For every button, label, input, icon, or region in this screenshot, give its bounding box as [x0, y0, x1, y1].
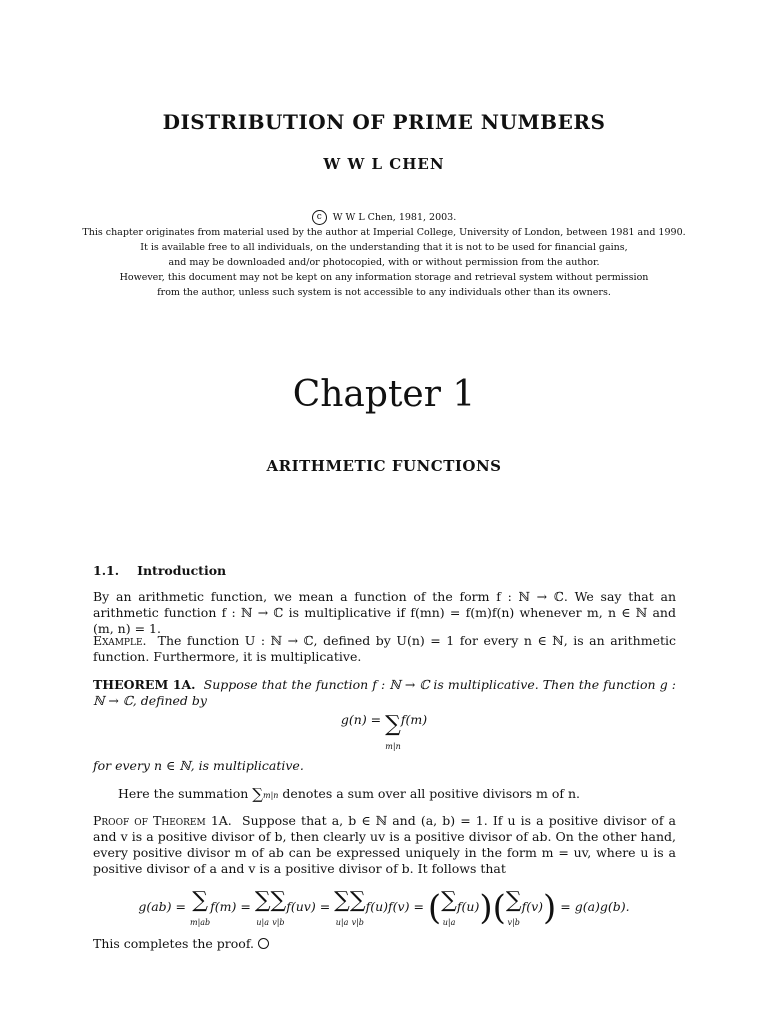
proof-conclusion: This completes the proof.	[93, 936, 676, 952]
chapter-title: ARITHMETIC FUNCTIONS	[266, 457, 502, 475]
theorem-text: Suppose that the function f : ℕ → ℂ is multiplicative. Then the function g : ℕ → ℂ, defined by	[93, 677, 676, 708]
copyright-line-5: However, this document may not be kept on any information storage and retrieval system without permission	[119, 272, 649, 283]
qed-icon	[258, 938, 269, 949]
copyright-symbol: c	[312, 210, 327, 225]
theorem-statement	[93, 677, 676, 709]
proof-label: Proof of Theorem 1A.	[93, 813, 232, 828]
author-name: W W L CHEN	[323, 155, 445, 173]
section-title: Introduction	[137, 563, 227, 578]
theorem-end: for every n ∈ ℕ, is multiplicative.	[93, 758, 304, 773]
copyright-line-4: and may be downloaded and/or photocopied, with or without permission from the author.	[168, 257, 600, 268]
chapter-label: Chapter 1	[292, 374, 476, 415]
example-text: The function U : ℕ → ℂ, defined by U(n) = 1 for every n ∈ ℕ, is an arithmetic function. Furthermore, it is multiplicative.	[93, 633, 676, 664]
summation-note: Here the summation ∑m|n denotes a sum over all positive divisors m of n.	[118, 785, 581, 803]
equation-g-of-ab: g(ab) = ∑ m|abf(m) = ∑ u|a∑ v|bf(uv) = ∑ u|a∑ v|bf(u)f(v) = (∑ u|af(u))(∑ v|bf(v)) = g(a)g(b).	[138, 888, 630, 928]
equation-g-of-n: g(n) = ∑ m|nf(m)	[340, 712, 428, 751]
theorem-label: THEOREM 1A.	[93, 677, 196, 692]
section-heading	[93, 563, 676, 579]
copyright-line-6: from the author, unless such system is not accessible to any individuals other than its owners.	[157, 287, 611, 298]
copyright-notice	[0, 210, 768, 300]
document-title: DISTRIBUTION OF PRIME NUMBERS	[162, 110, 606, 134]
section-number: 1.1.	[93, 563, 120, 578]
copyright-line-2: This chapter originates from material used by the author at Imperial College, University of London, between 1981 and 1990.	[82, 227, 686, 238]
copyright-line-3: It is available free to all individuals, on the understanding that it is not to be used for financial gains,	[140, 242, 628, 253]
proof-paragraph	[93, 813, 676, 877]
example-paragraph	[93, 633, 676, 665]
example-label: Example.	[93, 633, 147, 648]
intro-paragraph: By an arithmetic function, we mean a function of the form f : ℕ → ℂ. We say that an arithmetic function f : ℕ → ℂ is multiplicative if f(mn) = f(m)f(n) whenever m, n ∈ ℕ and (m, n) = 1.	[93, 589, 676, 636]
proof-text: Suppose that a, b ∈ ℕ and (a, b) = 1. If u is a positive divisor of a and v is a positive divisor of b, then clearly uv is a positive divisor of ab. On the other hand, every positive divisor m of ab can be expressed uniquely in the form m = uv, where u is a positive divisor of a and v is a positive divisor of b. It follows that	[93, 813, 677, 876]
copyright-line-1: c W W L Chen, 1981, 2003.	[0, 210, 768, 225]
